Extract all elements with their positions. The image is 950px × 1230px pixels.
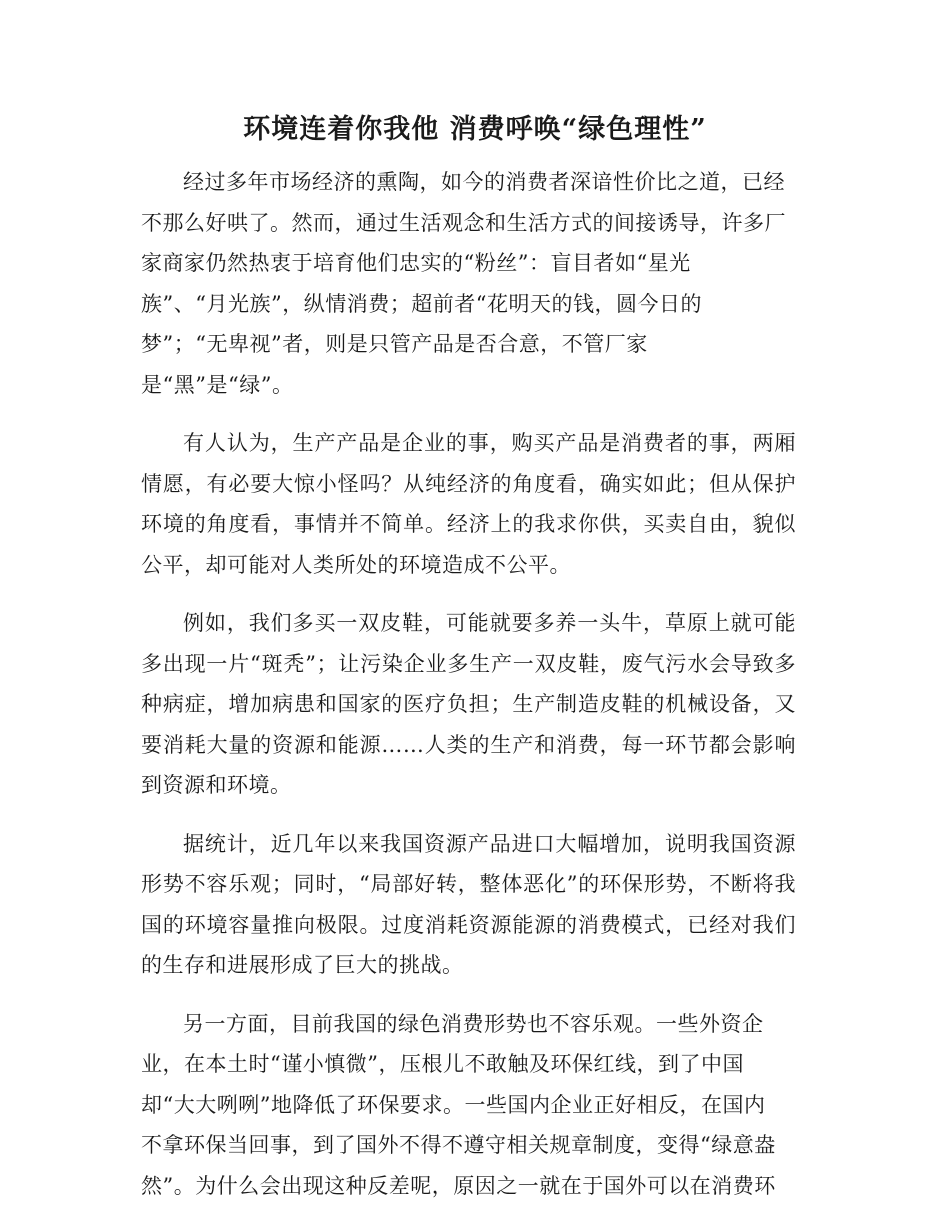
paragraph-line: 梦”；“无卑视”者，则是只管产品是否合意，不管厂家 (141, 332, 648, 356)
paragraph-3: 例如，我们多买一双皮鞋，可能就要多养一头牛，草原上就可能多出现一片“斑秃”；让污染企业多生产一双皮鞋，废气污水会导致多种病症，增加病患和国家的医疗负担；生产制造皮鞋的机械设备，又要消耗大量的资源和能源……人类的生产和消费，每一环节都会影响到资源和环境。 (141, 611, 796, 797)
paragraph-line: 另一方面，目前我国的绿色消费形势也不容乐观。一些外资企 (183, 1011, 764, 1036)
paragraph-line: 然”。为什么会出现这种反差呢，原因之一就在于国外可以在消费环 (141, 1173, 776, 1198)
document-body (141, 162, 796, 1224)
paragraph-line: 不拿环保当回事，到了国外不得不遵守相关规章制度，变得“绿意盎 (141, 1133, 776, 1157)
paragraph-line: 家商家仍然热衷于培育他们忠实的“粉丝”：盲目者如“星光 (141, 251, 691, 275)
paragraph-2: 有人认为，生产产品是企业的事，购买产品是消费者的事，两厢情愿，有必要大惊小怪吗？从纯经济的角度看，确实如此；但从保护环境的角度看，事情并不简单。经济上的我求你供，买卖自由，貌似公平，却可能对人类所处的环境造成不公平。 (141, 431, 796, 577)
document-title: 环境连着你我他 消费呼唤“绿色理性” (243, 114, 707, 145)
paragraph-line: 经过多年市场经济的熏陶，如今的消费者深谙性价比之道，已经 (183, 170, 785, 194)
paragraph-line: 族”、“月光族”，纵情消费；超前者“花明天的钱，圆今日的 (141, 291, 702, 316)
paragraph-line: 是“黑”是“绿”。 (141, 372, 294, 397)
paragraph-4: 据统计，近几年以来我国资源产品进口大幅增加，说明我国资源形势不容乐观；同时，“局部好转，整体恶化”的环保形势，不断将我国的环境容量推向极限。过度消耗资源能源的消费模式，已经对我们的生存和进展形成了巨大的挑战。 (141, 831, 796, 977)
paragraph-line: 却“大大咧咧”地降低了环保要求。一些国内企业正好相反，在国内 (141, 1092, 766, 1117)
paragraph-1 (141, 162, 796, 405)
paragraph-line: 业，在本土时“谨小慎微”，压根儿不敢触及环保红线，到了中国 (141, 1052, 744, 1076)
paragraph-5 (141, 1004, 796, 1207)
paragraph-line: 不那么好哄了。然而，通过生活观念和生活方式的间接诱导，许多厂 (141, 210, 786, 235)
